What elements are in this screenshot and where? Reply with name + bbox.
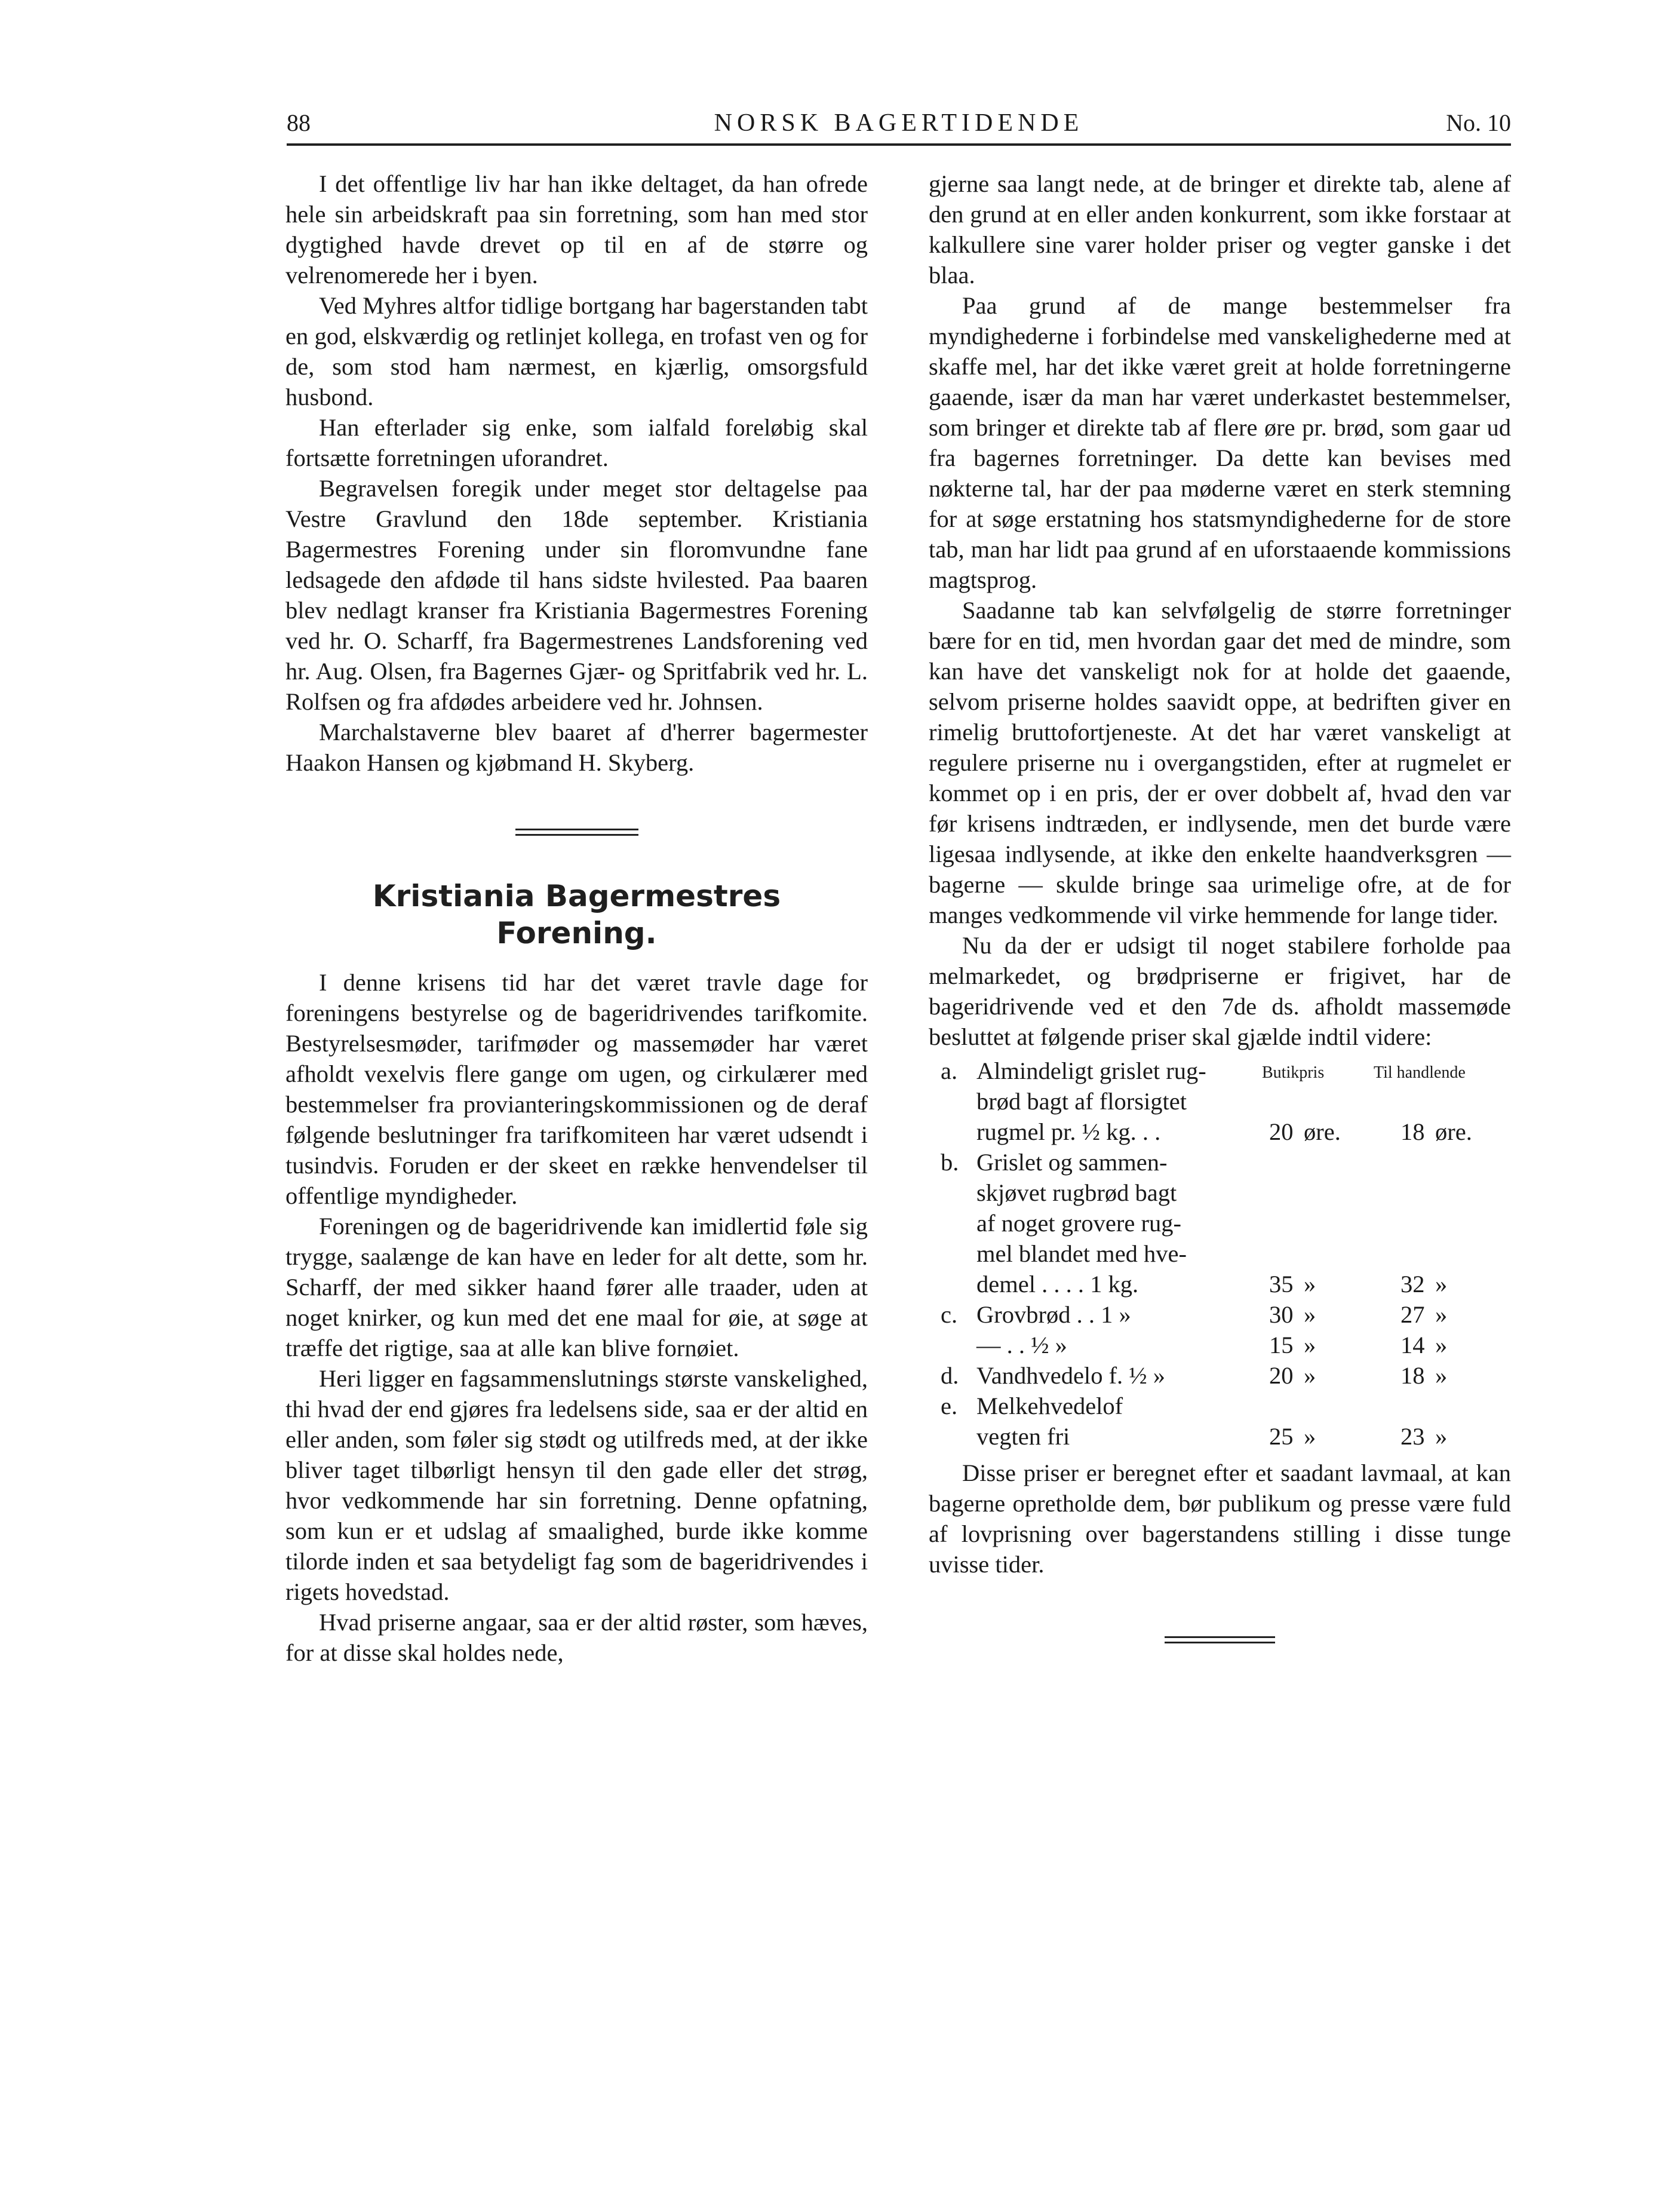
retail-unit: » <box>1304 1271 1316 1298</box>
article-heading <box>285 878 868 952</box>
wholesale-unit: » <box>1435 1423 1448 1450</box>
paragraph: Marchalstaverne blev baaret af d'herrer bagermester Haakon Hansen og kjøbmand H. Skyberg. <box>285 719 868 776</box>
paragraph: gjerne saa langt nede, at de bringer et direkte tab, alene af den grund at en eller anden konkurrent, som ikke forstaar at kalkullere sine varer holder priser og vegter ganske i det blaa. <box>929 170 1511 289</box>
price-row-letter: d. <box>941 1362 959 1389</box>
wholesale-price: 18 <box>1400 1362 1425 1389</box>
paragraph: I det offentlige liv har han ikke deltaget, da han ofrede hele sin arbeidskraft paa sin forretning, som han med stor dygtighed havde drevet op til en af de større og velrenomerede her i byen. <box>285 170 868 289</box>
article-title-line-1: Kristiania Bagermestres <box>372 879 781 913</box>
page-header <box>287 100 1511 142</box>
end-divider <box>1165 1636 1275 1643</box>
price-row-desc: Vandhvedelo f. ½ » <box>976 1362 1166 1389</box>
retail-unit: » <box>1304 1301 1316 1328</box>
retail-price: 20 <box>1269 1362 1294 1389</box>
wholesale-unit: øre. <box>1435 1118 1472 1145</box>
paragraph: Foreningen og de bageridrivende kan imidlertid føle sig trygge, saalænge de kan have en leder for alt dette, som hr. Scharff, der med sikker haand fører alle traader, uden at noget knirker, og kun med det ene maal for øie, at søge at træffe det rigtige, saa at alle kan blive fornøiet. <box>285 1213 868 1361</box>
price-row-desc: af noget grovere rug- <box>976 1210 1181 1237</box>
price-row-desc: — . . ½ » <box>976 1332 1067 1358</box>
article-body <box>285 967 868 1668</box>
price-row-letter: b. <box>941 1149 959 1176</box>
price-row-desc: mel blandet med hve- <box>976 1240 1187 1267</box>
price-row <box>929 1269 1511 1299</box>
wholesale-unit: » <box>1435 1362 1448 1389</box>
price-rows <box>929 1086 1511 1452</box>
header-rule <box>287 143 1511 146</box>
price-row-desc: Grislet og sammen- <box>976 1149 1168 1176</box>
price-row-desc: brød bagt af florsigtet <box>976 1088 1187 1115</box>
retail-price: 35 <box>1269 1271 1294 1298</box>
wholesale-unit: » <box>1435 1271 1448 1298</box>
paragraph: I denne krisens tid har det været travle dage for foreningens bestyrelse og de bageridrivendes tarifkomite. Bestyrelsesmøder, tarifmøder og massemøder har været afholdt vexelvis flere gange om ugen, og cirkulærer med bestemmelser fra provianteringskommissionen og de deraf følgende beslutninger fra tarifkomiteen har været udsendt i tusindvis. Foruden er der skeet en række henvendelser til offentlige myndigheder. <box>285 969 868 1209</box>
price-row <box>929 1086 1511 1117</box>
price-row <box>929 1147 1511 1177</box>
price-row-desc: Grovbrød . . 1 » <box>976 1301 1131 1328</box>
price-table <box>929 1056 1511 1452</box>
price-row <box>929 1391 1511 1421</box>
header-wholesale-price: Til handlende <box>1374 1063 1466 1082</box>
closing-paragraph: Disse priser er beregnet efter et saadant lavmaal, at kan bagerne opretholde dem, bør publikum og presse være fuld af lovprisning over bagerstandens stilling i disse tunge uvisse tider. <box>929 1459 1511 1578</box>
right-column <box>929 168 1511 1643</box>
price-row-letter: e. <box>941 1393 958 1419</box>
issue-number: No. 10 <box>1446 109 1511 136</box>
paragraph: Heri ligger en fagsammenslutnings største vanskelighed, thi hvad der end gjøres fra ledelsens side, saa er der altid en eller anden, som føler sig stødt og utilfreds med, at der ikke bliver taget tilbørligt hensyn til den gade eller det strøg, hvor vedkommende har sin forretning. Denne opfatning, som kun er et udslag af smaalighed, burde ikke komme tilorde inden et saa betydeligt fag som de bageridrivendes i rigets hovedstad. <box>285 1365 868 1605</box>
price-row <box>929 1330 1511 1360</box>
price-row-desc: vegten fri <box>976 1423 1070 1450</box>
retail-unit: » <box>1304 1423 1316 1450</box>
price-row <box>929 1208 1511 1238</box>
price-row <box>929 1117 1511 1147</box>
price-row <box>929 1299 1511 1330</box>
paragraph: Begravelsen foregik under meget stor deltagelse paa Vestre Gravlund den 18de september. Kristiania Bagermestres Forening under sin floromvundne fane ledsagede den afdøde til hans sidste hvilested. Paa baaren blev nedlagt kranser fra Kristiania Bagermestres Forening ved hr. O. Scharff, fra Bagermestrenes Landsforening ved hr. Aug. Olsen, fra Bagernes Gjær- og Spritfabrik ved hr. L. Rolfsen og fra afdødes arbeidere ved hr. Johnsen. <box>285 475 868 715</box>
retail-price: 30 <box>1269 1301 1294 1328</box>
article-title-line-2: Forening. <box>496 916 657 950</box>
price-row <box>929 1238 1511 1269</box>
retail-price: 25 <box>1269 1423 1294 1450</box>
price-row-desc: Almindeligt grislet rug- <box>976 1057 1206 1084</box>
price-row <box>929 1177 1511 1208</box>
wholesale-unit: » <box>1435 1332 1448 1358</box>
paragraph: Hvad priserne angaar, saa er der altid røster, som hæves, for at disse skal holdes nede, <box>285 1609 868 1666</box>
price-row <box>929 1360 1511 1391</box>
paragraph: Ved Myhres altfor tidlige bortgang har bagerstanden tabt en god, elskværdig og retlinjet kollega, en trofast ven og for de, som stod ham nærmest, en kjærlig, omsorgsfuld husbond. <box>285 292 868 410</box>
retail-unit: » <box>1304 1362 1316 1389</box>
wholesale-price: 23 <box>1400 1423 1425 1450</box>
paragraph: Saadanne tab kan selvfølgelig de større forretninger bære for en tid, men hvordan gaar det med de mindre, som kan have det vanskeligt nok for at holde det gaaende, selvom priserne holdes saavidt oppe, at bedriften giver en rimelig bruttofortjeneste. At det har været vanskeligt at regulere priserne nu i overgangstiden, efter at rugmelet er kommet op i en pris, der er over dobbelt af, hvad den var før krisens indtræden, er indlysende, men det burde være ligesaa indlysende, at ikke den enkelte haandverksgren — bagerne — skulde bringe saa urimelige ofre, at de for manges vedkommende vil virke hemmende for lange tider. <box>929 597 1511 928</box>
header-retail-price: Butikpris <box>1262 1063 1325 1082</box>
wholesale-price: 32 <box>1400 1271 1425 1298</box>
paragraph: Nu da der er udsigt til noget stabilere forholde paa melmarkedet, og brødpriserne er frigivet, har de bageridrivende ved et den 7de ds. afholdt massemøde besluttet at følgende priser skal gjælde indtil videre: <box>929 932 1511 1050</box>
price-row-letter: c. <box>941 1301 958 1328</box>
obituary-continuation <box>285 168 868 778</box>
price-row-desc: Melkehvedelof <box>976 1393 1123 1419</box>
paragraph: Han efterlader sig enke, som ialfald foreløbig skal fortsætte forretningen uforandret. <box>285 414 868 471</box>
price-row-desc: rugmel pr. ½ kg. . . <box>976 1118 1161 1145</box>
paragraph: Paa grund af de mange bestemmelser fra myndighederne i forbindelse med vanskelighederne med at skaffe mel, har det ikke været greit at holde forretningerne gaaende, især da man har været underkastet bestemmelser, som bringer et direkte tab af flere øre pr. brød, som gaar ud fra bagernes forretninger. Da dette kan bevises med nøkterne tal, har der paa møderne været en sterk stemning for at søge erstatning hos statsmyndighederne for de store tab, man har lidt paa grund af en uforstaaende kommissions magtsprog. <box>929 292 1511 593</box>
retail-price: 15 <box>1269 1332 1294 1358</box>
wholesale-unit: » <box>1435 1301 1448 1328</box>
page-number: 88 <box>287 109 311 136</box>
price-row <box>929 1421 1511 1452</box>
retail-unit: øre. <box>1304 1118 1341 1145</box>
wholesale-price: 14 <box>1400 1332 1425 1358</box>
price-row-letter: a. <box>941 1057 958 1084</box>
retail-price: 20 <box>1269 1118 1294 1145</box>
left-column <box>285 168 868 1668</box>
price-row-desc: demel . . . . 1 kg. <box>976 1271 1139 1298</box>
retail-unit: » <box>1304 1332 1316 1358</box>
journal-title: NORSK BAGERTIDENDE <box>714 109 1084 137</box>
wholesale-price: 27 <box>1400 1301 1425 1328</box>
price-row-desc: skjøvet rugbrød bagt <box>976 1179 1177 1206</box>
wholesale-price: 18 <box>1400 1118 1425 1145</box>
section-divider <box>515 829 638 836</box>
